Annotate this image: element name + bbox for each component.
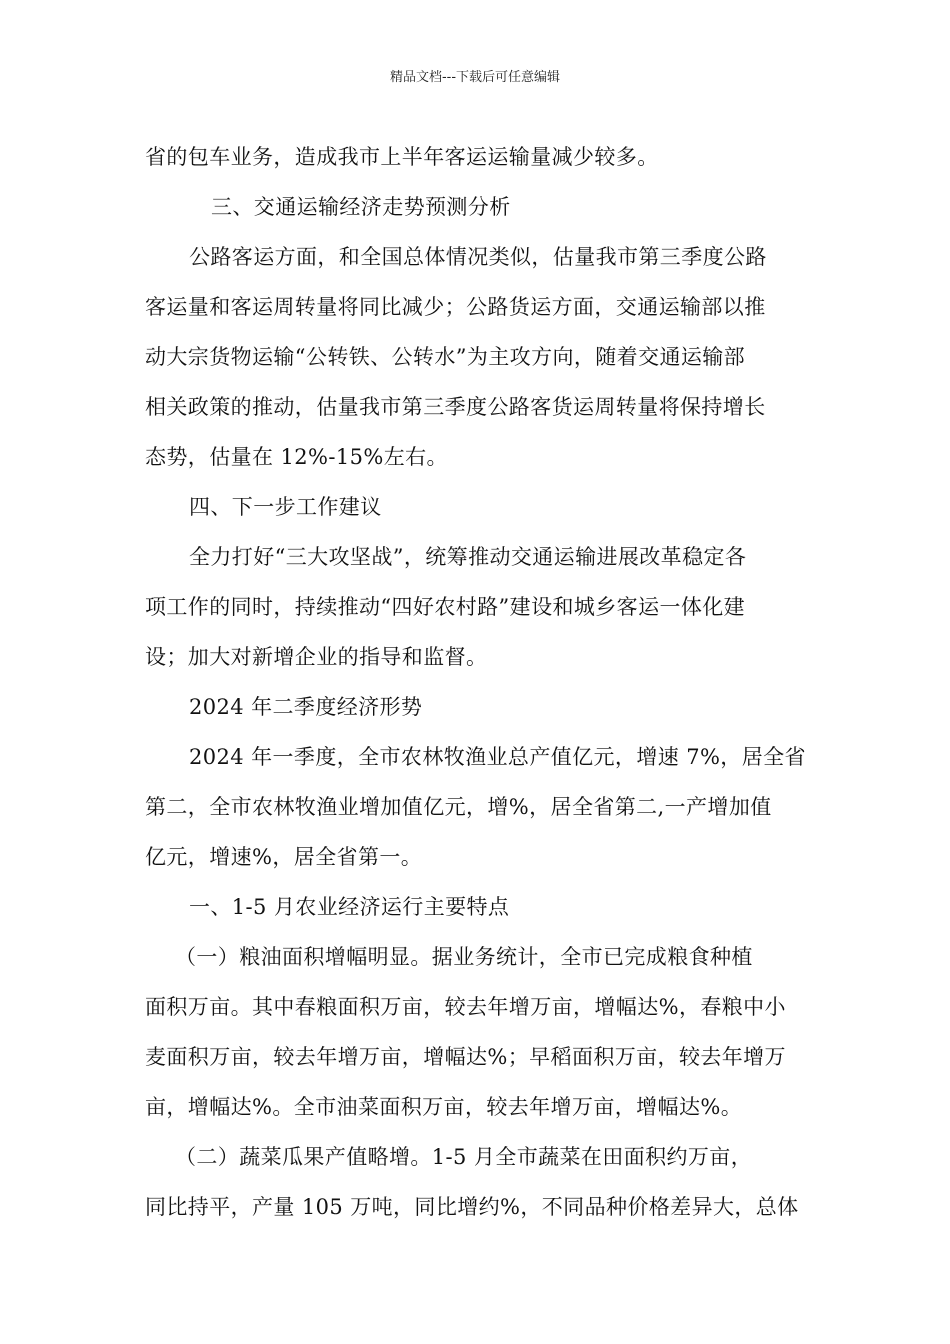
document-body <box>145 132 805 1232</box>
paragraph-line: 亩，增幅达%。全市油菜面积万亩，较去年增万亩，增幅达%。 <box>145 1095 743 1119</box>
section-heading: 四、下一步工作建议 <box>189 495 382 519</box>
paragraph-line: （一）粮油面积增幅明显。据业务统计，全市已完成粮食种植 <box>175 945 753 969</box>
paragraph-line: 同比持平，产量 105 万吨，同比增约%，不同品种价格差异大，总体 <box>145 1195 799 1219</box>
paragraph-line: 亿元，增速%，居全省第一。 <box>145 845 423 869</box>
paragraph-line: 第二，全市农林牧渔业增加值亿元，增%，居全省第二,一产增加值 <box>145 795 772 819</box>
page-header: 精品文档---下载后可任意编辑 <box>389 70 561 85</box>
paragraph-line: （二）蔬菜瓜果产值略增。1-5 月全市蔬菜在田面积约万亩， <box>175 1145 753 1169</box>
paragraph-line: 相关政策的推动，估量我市第三季度公路客货运周转量将保持增长 <box>145 395 766 419</box>
paragraph-line: 省的包车业务，造成我市上半年客运运输量减少较多。 <box>145 145 659 169</box>
section-heading: 一、1-5 月农业经济运行主要特点 <box>189 895 510 919</box>
paragraph-line: 态势，估量在 12%-15%左右。 <box>145 445 448 469</box>
paragraph-line: 面积万亩。其中春粮面积万亩，较去年增万亩，增幅达%，春粮中小 <box>145 995 786 1019</box>
paragraph-line: 2024 年一季度，全市农林牧渔业总产值亿元，增速 7%，居全省 <box>189 745 806 769</box>
paragraph-line: 项工作的同时，持续推动“四好农村路”建设和城乡客运一体化建 <box>145 595 746 619</box>
section-heading: 三、交通运输经济走势预测分析 <box>211 195 511 219</box>
paragraph-line: 设；加大对新增企业的指导和监督。 <box>145 645 488 669</box>
paragraph-line: 麦面积万亩，较去年增万亩，增幅达%；早稻面积万亩，较去年增万 <box>145 1045 786 1069</box>
paragraph-line: 公路客运方面，和全国总体情况类似，估量我市第三季度公路 <box>189 245 767 269</box>
paragraph-line: 动大宗货物运输“公转铁、公转水”为主攻方向，随着交通运输部 <box>145 345 746 369</box>
paragraph-line: 全力打好“三大攻坚战”，统筹推动交通运输进展改革稳定各 <box>189 545 747 569</box>
section-heading: 2024 年二季度经济形势 <box>189 695 423 719</box>
paragraph-line: 客运量和客运周转量将同比减少；公路货运方面，交通运输部以推 <box>145 295 766 319</box>
